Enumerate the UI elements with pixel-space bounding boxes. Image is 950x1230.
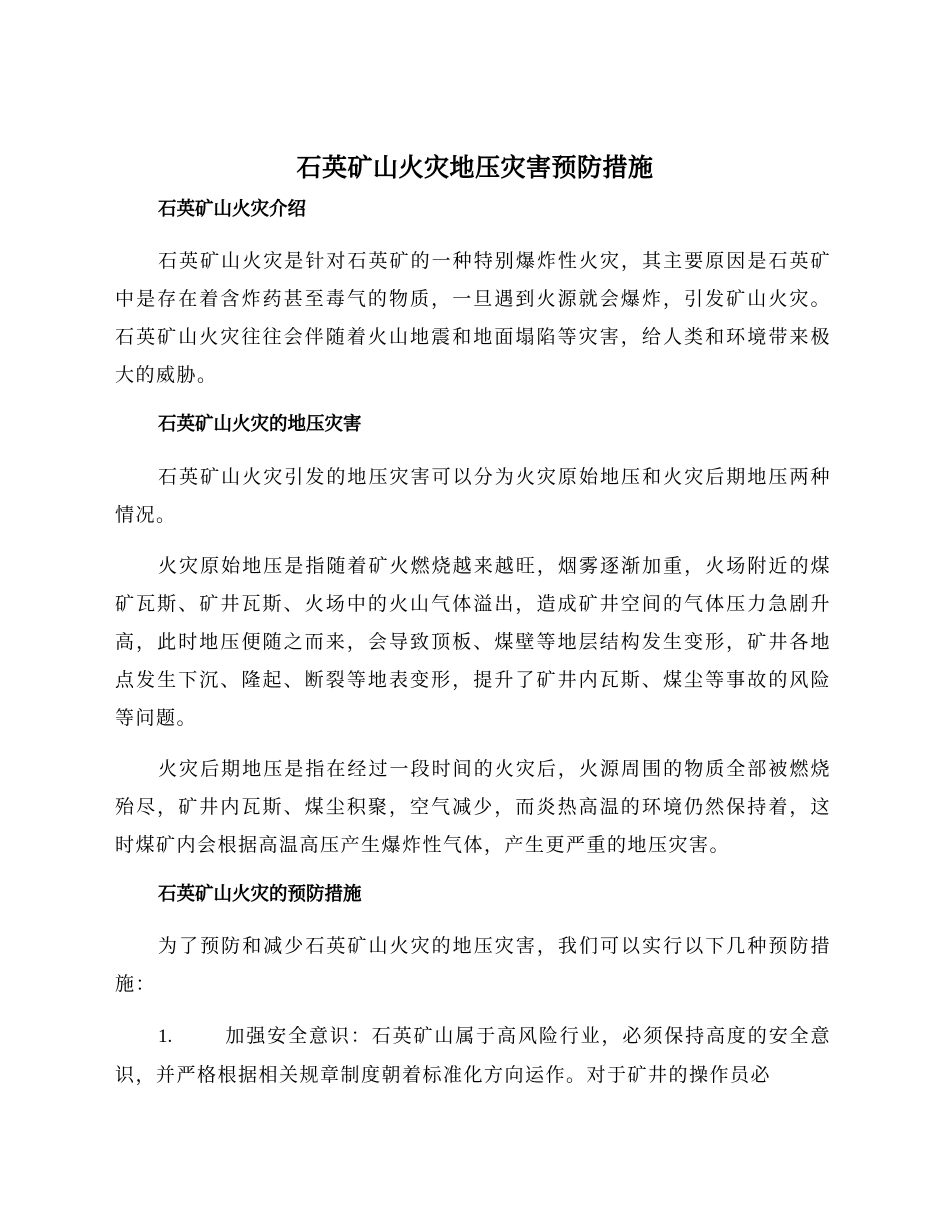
- section-heading-prevention: 石英矿山火灾的预防措施: [158, 884, 362, 905]
- list-item: [115, 1017, 831, 1094]
- list-item-text: 加强安全意识：石英矿山属于高风险行业，必须保持高度的安全意识，并严格根据相关规章制度朝着标准化方向运作。对于矿井的操作员必: [115, 1025, 831, 1086]
- paragraph-initial-ground-pressure: 火灾原始地压是指随着矿火燃烧越来越旺，烟雾逐渐加重，火场附近的煤矿瓦斯、矿井瓦斯、火场中的火山气体溢出，造成矿井空间的气体压力急剧升高，此时地压便随之而来，会导致顶板、煤壁等地层结构发生变形，矿井各地点发生下沉、隆起、断裂等地表变形，提升了矿井内瓦斯、煤尘等事故的风险等问题。: [115, 555, 831, 729]
- paragraph-ground-pressure-types: 石英矿山火灾引发的地压灾害可以分为火灾原始地压和火灾后期地压两种情况。: [115, 466, 831, 526]
- paragraph-late-ground-pressure: 火灾后期地压是指在经过一段时间的火灾后，火源周围的物质全部被燃烧殆尽，矿井内瓦斯、煤尘积聚，空气减少，而炎热高温的环境仍然保持着，这时煤矿内会根据高温高压产生爆炸性气体，产生更严重的地压灾害。: [115, 758, 831, 856]
- section-heading-ground-pressure: 石英矿山火灾的地压灾害: [158, 414, 362, 435]
- section-heading-intro: 石英矿山火灾介绍: [158, 199, 307, 220]
- document-title: 石英矿山火灾地压灾害预防措施: [296, 153, 654, 182]
- list-item-number: 1.: [158, 1026, 173, 1047]
- paragraph-intro: 石英矿山火灾是针对石英矿的一种特别爆炸性火灾，其主要原因是石英矿中是存在着含炸药甚至毒气的物质，一旦遇到火源就会爆炸，引发矿山火灾。石英矿山火灾往往会伴随着火山地震和地面塌陷等灾害，给人类和环境带来极大的威胁。: [115, 250, 831, 386]
- paragraph-prevention-intro: 为了预防和减少石英矿山火灾的地压灾害，我们可以实行以下几种预防措施：: [115, 935, 831, 995]
